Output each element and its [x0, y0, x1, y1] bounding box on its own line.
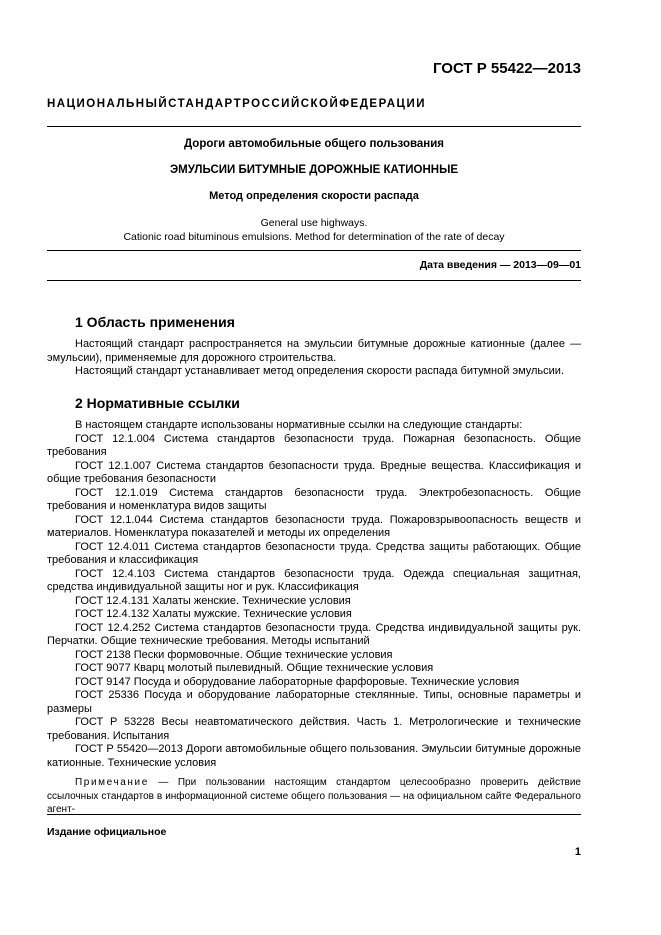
- reference-item: ГОСТ 12.1.007 Система стандартов безопасности труда. Вредные вещества. Классификация и общие требования безопасности: [47, 459, 581, 485]
- reference-item: ГОСТ 2138 Пески формовочные. Общие технические условия: [75, 648, 393, 661]
- introduction-date: Дата введения — 2013—09—01: [419, 259, 581, 271]
- title-bottom-rule: [47, 250, 581, 251]
- reference-item: ГОСТ 12.4.252 Система стандартов безопасности труда. Средства индивидуальной защиты рук. Перчатки. Общие технические требования. Методы испытаний: [47, 621, 581, 647]
- section-1-body: [47, 338, 581, 379]
- footer-rule: [47, 814, 581, 815]
- title-line-1: Дороги автомобильные общего пользования: [183, 138, 445, 150]
- english-title: [47, 216, 581, 244]
- note: [47, 776, 581, 817]
- section-1-paragraph: Настоящий стандарт распространяется на эмульсии битумные дорожные катионные (далее — эмульсии), применяемые для дорожного строительства.: [47, 338, 581, 364]
- title-top-rule: [47, 126, 581, 127]
- page-number: 1: [574, 846, 581, 858]
- reference-item: ГОСТ 12.4.132 Халаты мужские. Технические условия: [75, 608, 352, 620]
- reference-item: ГОСТ 9147 Посуда и оборудование лабораторные фарфоровые. Технические условия: [75, 675, 520, 688]
- reference-item: ГОСТ 12.1.004 Система стандартов безопасности труда. Пожарная безопасность. Общие требования: [47, 432, 581, 458]
- section-2-body: [47, 419, 581, 817]
- national-standard-banner: НАЦИОНАЛЬНЫЙСТАНДАРТРОССИЙСКОЙФЕДЕРАЦИИ: [47, 98, 426, 110]
- english-title-line-2: Cationic road bituminous emulsions. Method for determination of the rate of decay: [123, 231, 505, 243]
- reference-item: ГОСТ 9077 Кварц молотый пылевидный. Общие технические условия: [75, 662, 434, 674]
- section-2-intro: В настоящем стандарте использованы нормативные ссылки на следующие стандарты:: [75, 419, 523, 431]
- reference-item: ГОСТ 12.1.019 Система стандартов безопасности труда. Электробезопасность. Общие требования и номенклатура видов защиты: [47, 486, 581, 512]
- edition-label: Издание официальное: [47, 826, 167, 838]
- reference-item: ГОСТ 25336 Посуда и оборудование лабораторные стеклянные. Типы, основные параметры и размеры: [47, 689, 581, 715]
- document-number: ГОСТ Р 55422—2013: [432, 60, 581, 77]
- section-1-heading: 1 Область применения: [75, 314, 235, 330]
- reference-item: ГОСТ 12.4.131 Халаты женские. Технические условия: [75, 594, 351, 607]
- note-label: Примечание: [75, 777, 149, 788]
- reference-item: ГОСТ 12.1.044 Система стандартов безопасности труда. Пожаровзрывоопасность веществ и материалов. Номенклатура показателей и методы их определения: [47, 513, 581, 539]
- section-1-paragraph: Настоящий стандарт устанавливает метод определения скорости распада битумной эмульсии.: [75, 365, 565, 377]
- section-2-heading: 2 Нормативные ссылки: [75, 395, 240, 411]
- date-rule: [47, 280, 581, 281]
- note-text: — При пользовании настоящим стандартом целесообразно проверить действие ссылочных стандартов в информационной системе общего пользования — на официальном сайте Федерального агент-: [47, 777, 581, 815]
- reference-item: ГОСТ Р 55420—2013 Дороги автомобильные общего пользования. Эмульсии битумные дорожные катионные. Технические условия: [47, 743, 581, 769]
- title-line-3: Метод определения скорости распада: [209, 190, 419, 202]
- reference-item: ГОСТ 12.4.011 Система стандартов безопасности труда. Средства защиты работающих. Общие требования и классификация: [47, 540, 581, 566]
- english-title-line-1: General use highways.: [260, 217, 368, 229]
- title-line-2: ЭМУЛЬСИИ БИТУМНЫЕ ДОРОЖНЫЕ КАТИОННЫЕ: [169, 164, 459, 176]
- reference-item: ГОСТ 12.4.103 Система стандартов безопасности труда. Одежда специальная защитная, средства индивидуальной защиты ног и рук. Классификация: [47, 567, 581, 593]
- reference-item: ГОСТ Р 53228 Весы неавтоматического действия. Часть 1. Метрологические и технические требования. Испытания: [47, 716, 581, 742]
